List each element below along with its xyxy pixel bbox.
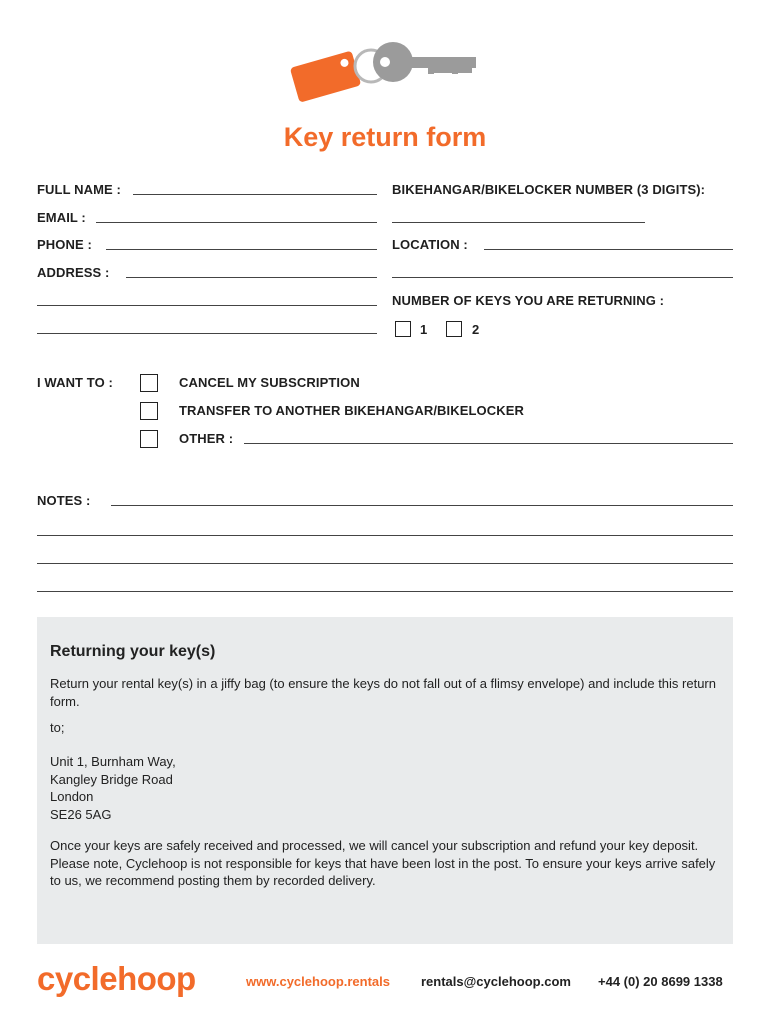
address-label: ADDRESS :: [37, 265, 110, 280]
cyclehoop-logo: cyclehoop: [37, 960, 196, 997]
email-label: EMAIL :: [37, 210, 86, 225]
notes-line-4[interactable]: [37, 591, 733, 592]
address-field-line-1[interactable]: [126, 277, 377, 278]
address-field-line-3[interactable]: [37, 333, 377, 334]
address-line-2: Kangley Bridge Road: [50, 771, 173, 787]
return-instructions-heading: Returning your key(s): [50, 643, 216, 660]
notes-line-3[interactable]: [37, 563, 733, 564]
other-label: OTHER :: [179, 431, 234, 446]
notes-label: NOTES :: [37, 493, 91, 508]
notes-line-1[interactable]: [111, 505, 733, 506]
email-link[interactable]: rentals@cyclehoop.com: [421, 974, 571, 989]
keys-returning-label: NUMBER OF KEYS YOU ARE RETURNING :: [392, 293, 665, 308]
cancel-subscription-checkbox[interactable]: [140, 374, 158, 392]
full-name-field[interactable]: [133, 194, 377, 195]
phone-label: PHONE :: [37, 237, 92, 252]
key-count-2-label: 2: [472, 322, 480, 337]
page-title: Key return form: [283, 122, 487, 152]
address-line-4: SE26 5AG: [50, 806, 112, 822]
full-name-label: FULL NAME :: [37, 182, 121, 197]
locker-number-field[interactable]: [392, 222, 645, 223]
key-with-tag-icon: [288, 38, 483, 106]
phone-number: +44 (0) 20 8699 1338: [598, 974, 723, 989]
notes-line-2[interactable]: [37, 535, 733, 536]
location-field[interactable]: [484, 249, 733, 250]
cancel-subscription-label: CANCEL MY SUBSCRIPTION: [179, 375, 360, 390]
website-link[interactable]: www.cyclehoop.rentals: [246, 974, 391, 989]
return-instructions-closing: Once your keys are safely received and processed, we will cancel your subscription and refund your key deposit. Please note, Cyclehoop is not responsible for keys that have been lost in the post. To ensure your keys arrive safely to us, we recommend posting them by recorded delivery.: [50, 838, 716, 888]
transfer-checkbox[interactable]: [140, 402, 158, 420]
return-instructions-intro: Return your rental key(s) in a jiffy bag (to ensure the keys do not fall out of a flimsy envelope) and include this return form.: [50, 676, 716, 709]
location-label: LOCATION :: [392, 237, 468, 252]
key-count-1-label: 1: [420, 322, 428, 337]
return-instructions-box: [37, 617, 733, 944]
address-line-3: London: [50, 789, 94, 804]
other-checkbox[interactable]: [140, 430, 158, 448]
transfer-label: TRANSFER TO ANOTHER BIKEHANGAR/BIKELOCKER: [179, 403, 524, 418]
other-field[interactable]: [244, 443, 733, 444]
locker-number-label: BIKEHANGAR/BIKELOCKER NUMBER (3 DIGITS):: [392, 182, 706, 197]
intent-label: I WANT TO :: [37, 375, 113, 390]
key-count-1-checkbox[interactable]: [395, 321, 411, 337]
address-line-1: Unit 1, Burnham Way,: [50, 754, 176, 769]
key-count-2-checkbox[interactable]: [446, 321, 462, 337]
phone-field[interactable]: [106, 249, 377, 250]
location-field-line-2[interactable]: [392, 277, 733, 278]
email-field[interactable]: [96, 222, 377, 223]
return-instructions-to: to;: [50, 720, 65, 735]
address-field-line-2[interactable]: [37, 305, 377, 306]
